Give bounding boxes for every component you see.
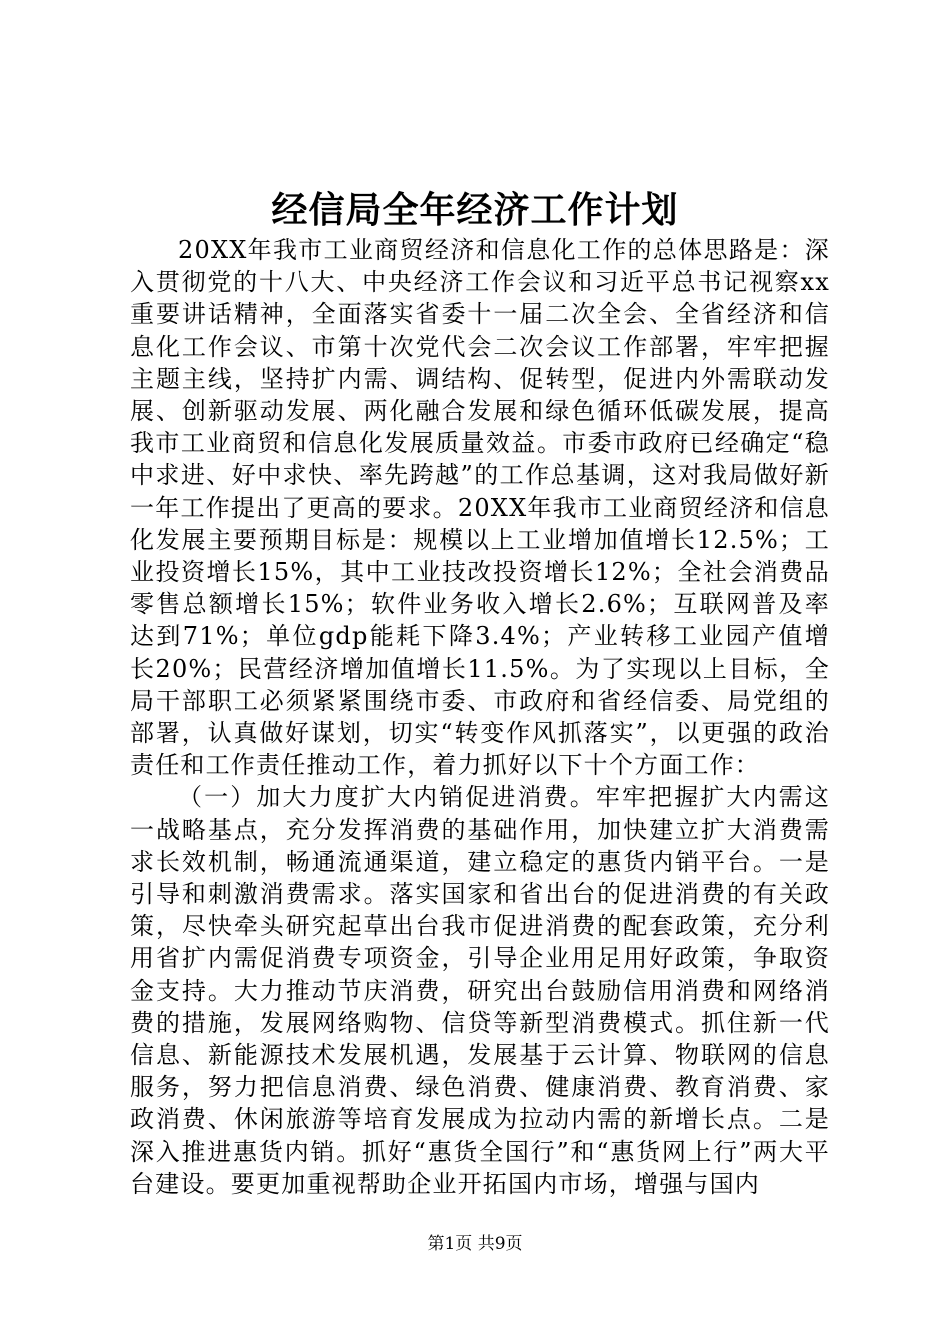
page-number-footer: 第1页 共9页 [427,1234,523,1254]
document-title: 经信局全年经济工作计划 [271,189,679,231]
document-body [130,234,830,1200]
paragraph-overview: 20XX年我市工业商贸经济和信息化工作的总体思路是：深入贯彻党的十八大、中央经济工作会议和习近平总书记视察xx重要讲话精神，全面落实省委十一届二次全会、全省经济和信息化工作会议、市第十次党代会二次会议工作部署，牢牢把握主题主线，坚持扩内需、调结构、促转型，促进内外需联动发展、创新驱动发展、两化融合发展和绿色循环低碳发展，提高我市工业商贸和信息化发展质量效益。市委市政府已经确定“稳中求进、好中求快、率先跨越”的工作总基调，这对我局做好新一年工作提出了更高的要求。20XX年我市工业商贸经济和信息化发展主要预期目标是：规模以上工业增加值增长12.5%；工业投资增长15%，其中工业技改投资增长12%；全社会消费品零售总额增长15%；软件业务收入增长2.6%；互联网普及率达到71%；单位gdp能耗下降3.4%；产业转移工业园产值增长20%；民营经济增加值增长11.5%。为了实现以上目标，全局干部职工必须紧紧围绕市委、市政府和省经信委、局党组的部署，认真做好谋划，切实“转变作风抓落实”，以更强的政治责任和工作责任推动工作，着力抓好以下十个方面工作： [130,236,830,780]
paragraph-section-1: （一）加大力度扩大内销促进消费。牢牢把握扩大内需这一战略基点，充分发挥消费的基础作用，加快建立扩大消费需求长效机制，畅通流通渠道，建立稳定的惠货内销平台。一是引导和刺激消费需求。落实国家和省出台的促进消费的有关政策，尽快牵头研究起草出台我市促进消费的配套政策，充分利用省扩内需促消费专项资金，引导企业用足用好政策，争取资金支持。大力推动节庆消费，研究出台鼓励信用消费和网络消费的措施，发展网络购物、信贷等新型消费模式。抓住新一代信息、新能源技术发展机遇，发展基于云计算、物联网的信息服务，努力把信息消费、绿色消费、健康消费、教育消费、家政消费、休闲旅游等培育发展成为拉动内需的新增长点。二是深入推进惠货内销。抓好“惠货全国行”和“惠货网上行”两大平台建设。要更加重视帮助企业开拓国内市场，增强与国内 [130,783,830,1198]
